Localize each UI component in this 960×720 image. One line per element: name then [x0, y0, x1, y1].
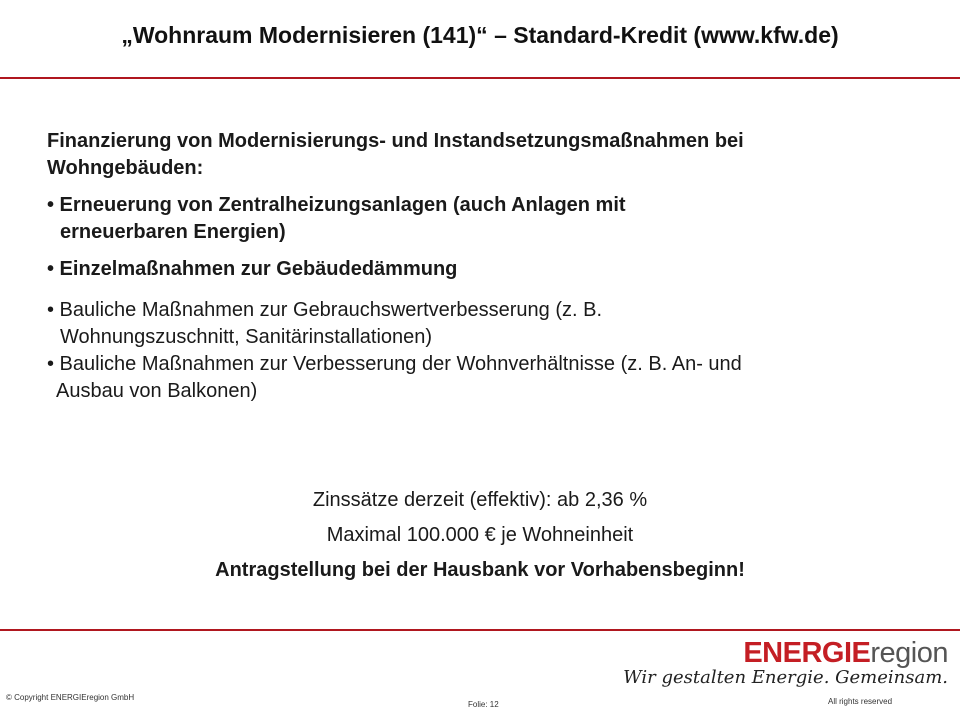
bullet-insulation-line-1: • Einzelmaßnahmen zur Gebäudedämmung [47, 258, 458, 280]
slide-title: „Wohnraum Modernisieren (141)“ – Standard-Kredit (www.kfw.de) [121, 22, 839, 48]
heading-line-1: Finanzierung von Modernisierungs- und Instandsetzungsmaßnahmen bei [47, 130, 744, 152]
bullet-living-conditions-line-2: Ausbau von Balkonen) [56, 380, 258, 402]
energieregion-logo [623, 637, 948, 688]
bottom-divider [0, 629, 960, 631]
bullet-heating [47, 192, 927, 246]
bullet-insulation [47, 256, 927, 283]
bullet-usage-value [47, 297, 927, 351]
bullet-usage-value-line-2: Wohnungszuschnitt, Sanitärinstallationen) [60, 326, 433, 348]
slide-content [47, 128, 927, 405]
logo-wordmark-bold: ENERGIE [743, 637, 871, 669]
footer-copyright: © Copyright ENERGIEregion GmbH [6, 693, 135, 702]
bullet-living-conditions-line-1: • Bauliche Maßnahmen zur Verbesserung der Wohnverhältnisse (z. B. An- und [47, 353, 742, 375]
application-note: Antragstellung bei der Hausbank vor Vorhabensbeginn! [215, 559, 745, 581]
key-facts [0, 487, 960, 592]
maximum-amount-text: Maximal 100.000 € je Wohneinheit [326, 524, 634, 546]
interest-rate-text: Zinssätze derzeit (effektiv): ab 2,36 % [312, 489, 648, 511]
logo-wordmark-light: region [870, 637, 948, 669]
logo-slogan: Wir gestalten Energie. Gemeinsam. [623, 667, 948, 688]
bullet-usage-value-line-1: • Bauliche Maßnahmen zur Gebrauchswertverbesserung (z. B. [47, 299, 603, 321]
footer-slide-number: Folie: 12 [468, 700, 499, 709]
footer-rights: All rights reserved [828, 697, 893, 706]
bullet-heating-line-1: • Erneuerung von Zentralheizungsanlagen (auch Anlagen mit [47, 194, 626, 216]
top-divider [0, 77, 960, 79]
heading-line-2: Wohngebäuden: [47, 157, 204, 179]
logo-wordmark [623, 637, 948, 670]
bullet-living-conditions [47, 351, 927, 405]
bullet-heating-line-2: erneuerbaren Energien) [60, 221, 286, 243]
content-heading [47, 128, 927, 182]
